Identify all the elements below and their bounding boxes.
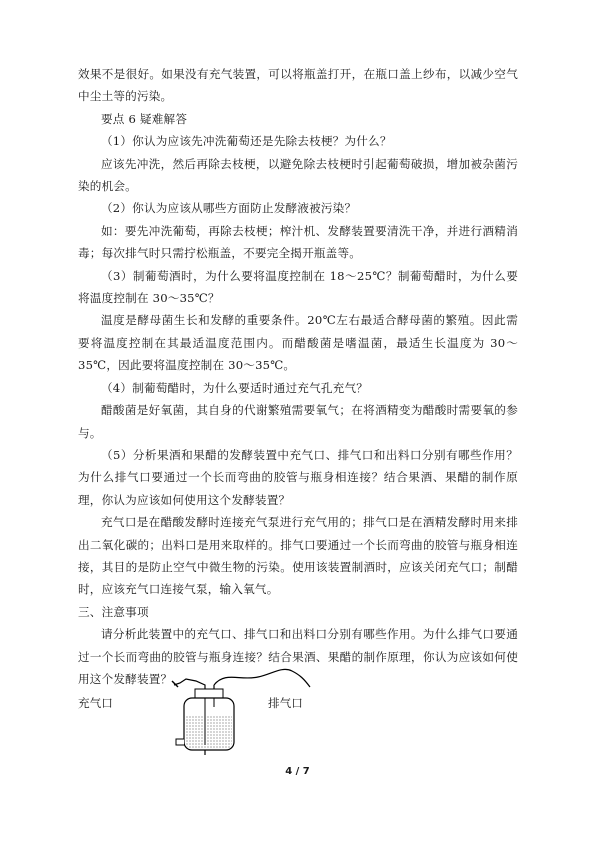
paragraph: （5）分析果酒和果醋的发酵装置中充气口、排气口和出料口分别有哪些作用？为什么排气口要通过一个长而弯曲的胶管与瓶身相连接？结合果酒、果醋的制作原理，你认为应该如何使用这个发酵装置？ — [78, 447, 518, 507]
fermentation-liquid — [186, 715, 232, 748]
paragraph: （4）制葡萄醋时，为什么要适时通过充气孔充气？ — [101, 380, 369, 395]
paragraph: 醋酸菌是好氧菌，其自身的代谢繁殖需要氧气；在将酒精变为醋酸时需要氧的参与。 — [78, 403, 518, 440]
paragraph: 要点 6 疑难解答 — [101, 111, 188, 126]
paragraph: 温度是酵母菌生长和发酵的重要条件。20℃左右最适合酵母菌的繁殖。因此需要将温度控制在其最适温度范围内。而醋酸菌是嗜温菌，最适生长温度为 30～35℃，因此要将温度控制在 30～35℃。 — [78, 313, 518, 373]
body-text — [78, 63, 518, 690]
paragraph: 充气口是在醋酸发酵时连接充气泵进行充气用的；排气口是在酒精发酵时用来排出二氧化碳的；出料口是用来取样的。排气口要通过一个长而弯曲的胶管与瓶身相连接，其目的是防止空气中微生物的污染。使用该装置制酒时，应该关闭充气口；制醋时，应该充气口连接气泵，输入氧气。 — [78, 515, 518, 597]
paragraph: 请分析此装置中的充气口、排气口和出料口分别有哪些作用。为什么排气口要通过一个长而弯曲的胶管与瓶身连接？结合果酒、果醋的制作原理，你认为应该如何使用这个发酵装置？ — [78, 627, 518, 686]
fermentation-bottle-diagram — [0, 665, 595, 765]
paragraph: （3）制葡萄酒时，为什么要将温度控制在 18～25℃？制葡萄醋时，为什么要将温度控制在 30～35℃？ — [78, 268, 518, 306]
outlet-tube — [214, 669, 310, 693]
fermentation-device-figure — [0, 665, 595, 765]
paragraph: （1）你认为应该先冲洗葡萄还是先除去枝梗？为什么？ — [101, 134, 392, 149]
outlet-label: 排气口 — [268, 696, 303, 710]
paragraph: （2）你认为应该从哪些方面防止发酵液被污染？ — [101, 201, 357, 216]
paragraph: 如：要先冲洗葡萄，再除去枝梗；榨汁机、发酵装置要清洗干净，并进行酒精消毒；每次排气时只需拧松瓶盖，不要完全揭开瓶盖等。 — [78, 223, 518, 261]
page-number: 4 / 7 — [285, 766, 310, 777]
discharge-spout — [176, 739, 184, 745]
bottle-cap — [195, 689, 223, 698]
paragraph: 应该先冲洗，然后再除去枝梗，以避免除去枝梗时引起葡萄破损，增加被杂菌污染的机会。 — [78, 156, 518, 194]
paragraph: 三、注意事项 — [78, 604, 149, 619]
paragraph: 效果不是很好。如果没有充气装置，可以将瓶盖打开，在瓶口盖上纱布，以减少空气中尘土等的污染。 — [78, 67, 518, 104]
inlet-label: 充气口 — [78, 696, 113, 710]
